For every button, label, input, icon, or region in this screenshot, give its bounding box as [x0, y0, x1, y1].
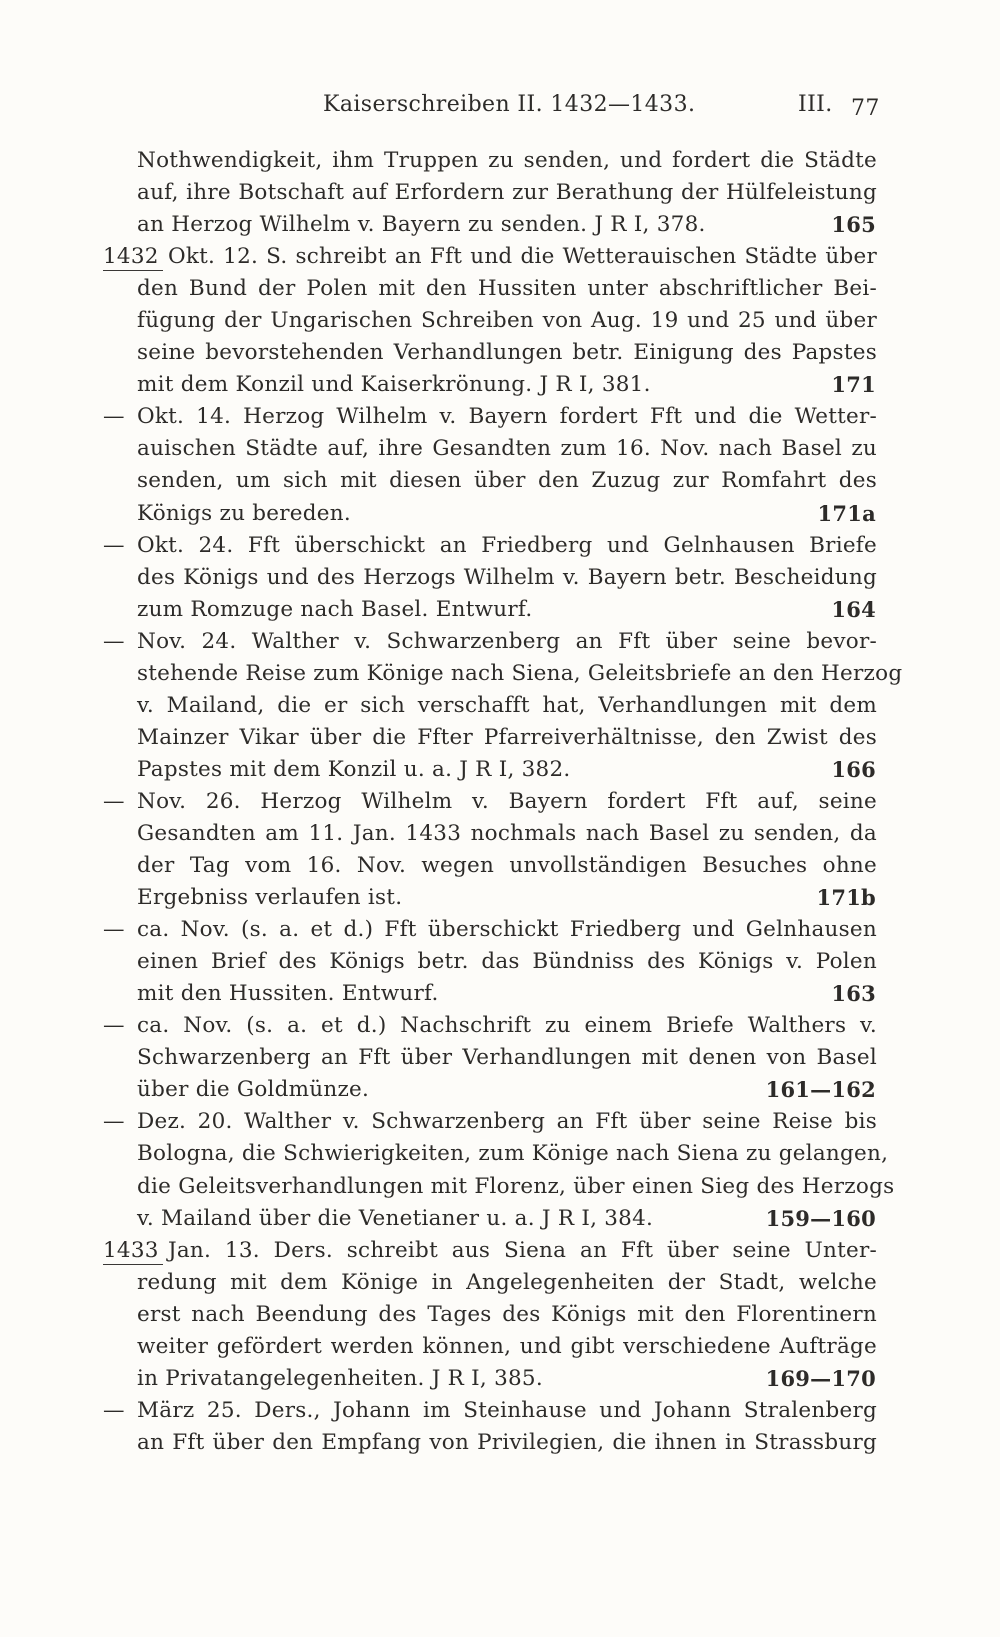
- entry-text: an Herzog Wilhelm v. Bayern zu senden. J R I, 378.: [137, 212, 706, 238]
- entry-text: Jan. 13. Ders. schreibt aus Siena an Fft über seine Unter-: [168, 1237, 877, 1263]
- entry-text: auf, ihre Botschaft auf Erfordern zur Berathung der Hülfeleistung: [137, 180, 877, 206]
- ditto-dash: —: [103, 1013, 125, 1039]
- year-underline: [103, 1264, 163, 1265]
- entry-text: Okt. 12. S. schreibt an Fft und die Wetterauischen Städte über: [168, 244, 877, 270]
- text-line: [0, 1010, 1000, 1042]
- ditto-dash: —: [103, 1109, 125, 1135]
- entry-text: des Königs und des Herzogs Wilhelm v. Bayern betr. Bescheidung: [137, 564, 877, 590]
- text-line: [0, 1331, 1000, 1363]
- entry-year: 1433: [103, 1235, 159, 1267]
- ditto-dash: —: [103, 917, 125, 943]
- document-number: 166: [831, 756, 876, 782]
- ditto-dash: —: [103, 404, 125, 430]
- document-number: 163: [831, 981, 876, 1007]
- text-line: [0, 1395, 1000, 1427]
- document-number: 171a: [817, 500, 876, 526]
- text-line: [0, 1138, 1000, 1170]
- text-line: [0, 1299, 1000, 1331]
- entry-text: Okt. 14. Herzog Wilhelm v. Bayern fordert Fft und die Wetter-: [137, 404, 877, 430]
- text-line: [0, 850, 1000, 882]
- entry-text: ca. Nov. (s. a. et d.) Nachschrift zu einem Briefe Walthers v.: [137, 1013, 877, 1039]
- text-line: [0, 241, 1000, 273]
- document-number: 171b: [816, 885, 876, 911]
- entry-text: mit dem Konzil und Kaiserkrönung. J R I, 381.: [137, 372, 651, 398]
- entry-text: Nov. 24. Walther v. Schwarzenberg an Fft über seine bevor-: [137, 628, 877, 654]
- text-line: [0, 369, 1000, 401]
- text-line: [0, 530, 1000, 562]
- text-line: [0, 401, 1000, 433]
- entry-text: Schwarzenberg an Fft über Verhandlungen mit denen von Basel: [137, 1045, 877, 1071]
- text-line: [0, 594, 1000, 626]
- text-line: [0, 1203, 1000, 1235]
- entry-text: an Fft über den Empfang von Privilegien, die ihnen in Strassburg: [137, 1429, 877, 1455]
- text-line: [0, 209, 1000, 241]
- entry-text: zum Romzuge nach Basel. Entwurf.: [137, 596, 533, 622]
- entry-text: senden, um sich mit diesen über den Zuzug zur Romfahrt des: [137, 468, 877, 494]
- text-line: [0, 978, 1000, 1010]
- text-line: [0, 145, 1000, 177]
- text-line: [0, 1427, 1000, 1459]
- document-number: 169—170: [765, 1365, 876, 1391]
- page-number: 77: [851, 96, 880, 121]
- entry-text: der Tag vom 16. Nov. wegen unvollständigen Besuches ohne: [137, 853, 877, 879]
- text-line: [0, 1074, 1000, 1106]
- entry-text: mit den Hussiten. Entwurf.: [137, 981, 439, 1007]
- text-line: [0, 498, 1000, 530]
- register-entries: [0, 145, 1000, 1459]
- text-line: [0, 433, 1000, 465]
- text-line: [0, 626, 1000, 658]
- text-line: [0, 337, 1000, 369]
- text-line: [0, 273, 1000, 305]
- entry-text: redung mit dem Könige in Angelegenheiten der Stadt, welche: [137, 1269, 877, 1295]
- entry-text: fügung der Ungarischen Schreiben von Aug. 19 und 25 und über: [137, 308, 877, 334]
- entry-text: Nothwendigkeit, ihm Truppen zu senden, und fordert die Städte: [137, 148, 877, 173]
- ditto-dash: —: [103, 788, 125, 814]
- document-number: 161—162: [765, 1077, 876, 1103]
- ditto-dash: —: [103, 1397, 125, 1423]
- document-number: 165: [831, 212, 876, 238]
- text-line: [0, 754, 1000, 786]
- ditto-dash: —: [103, 628, 125, 654]
- text-line: [0, 818, 1000, 850]
- text-line: [0, 1363, 1000, 1395]
- entry-text: Papstes mit dem Konzil u. a. J R I, 382.: [137, 756, 571, 782]
- entry-text: in Privatangelegenheiten. J R I, 385.: [137, 1365, 543, 1391]
- entry-text: den Bund der Polen mit den Hussiten unter abschriftlicher Bei-: [137, 276, 877, 302]
- entry-text: März 25. Ders., Johann im Steinhause und Johann Stralenberg: [137, 1397, 877, 1423]
- text-line: [0, 722, 1000, 754]
- text-line: [0, 1267, 1000, 1299]
- document-number: 171: [831, 372, 876, 398]
- entry-text: Nov. 26. Herzog Wilhelm v. Bayern fordert Fft auf, seine: [137, 788, 877, 814]
- entry-text: Gesandten am 11. Jan. 1433 nochmals nach Basel zu senden, da: [137, 820, 877, 846]
- ditto-dash: —: [103, 532, 125, 558]
- entry-text: über die Goldmünze.: [137, 1077, 370, 1103]
- text-line: [0, 465, 1000, 497]
- text-line: [0, 305, 1000, 337]
- entry-text: erst nach Beendung des Tages des Königs mit den Florentinern: [137, 1301, 877, 1327]
- text-line: [0, 786, 1000, 818]
- document-number: 159—160: [765, 1205, 876, 1231]
- running-header: [0, 92, 1000, 132]
- entry-text: seine bevorstehenden Verhandlungen betr. Einigung des Papstes: [137, 340, 877, 366]
- entry-text: Mainzer Vikar über die Ffter Pfarreiverhältnisse, den Zwist des: [137, 724, 877, 750]
- entry-text: stehende Reise zum Könige nach Siena, Geleitsbriefe an den Herzog: [137, 660, 903, 686]
- entry-text: Ergebniss verlaufen ist.: [137, 885, 403, 911]
- year-underline: [103, 270, 163, 271]
- entry-text: die Geleitsverhandlungen mit Florenz, über einen Sieg des Herzogs: [137, 1173, 895, 1199]
- text-line: [0, 914, 1000, 946]
- entry-text: weiter gefördert werden können, und gibt verschiedene Aufträge: [137, 1333, 877, 1359]
- text-line: [0, 1042, 1000, 1074]
- text-line: [0, 1171, 1000, 1203]
- text-line: [0, 882, 1000, 914]
- text-line: [0, 562, 1000, 594]
- text-line: [0, 690, 1000, 722]
- text-line: [0, 946, 1000, 978]
- text-line: [0, 1235, 1000, 1267]
- entry-text: v. Mailand über die Venetianer u. a. J R I, 384.: [137, 1205, 654, 1231]
- entry-text: auischen Städte auf, ihre Gesandten zum 16. Nov. nach Basel zu: [137, 436, 877, 462]
- entry-text: ca. Nov. (s. a. et d.) Fft überschickt Friedberg und Gelnhausen: [137, 917, 877, 943]
- entry-text: Königs zu bereden.: [137, 500, 351, 526]
- entry-year: 1432: [103, 241, 159, 273]
- text-line: [0, 177, 1000, 209]
- text-line: [0, 658, 1000, 690]
- entry-text: v. Mailand, die er sich verschafft hat, Verhandlungen mit dem: [137, 692, 877, 718]
- running-title: Kaiserschreiben II. 1432—1433.: [323, 92, 696, 117]
- text-line: [0, 1106, 1000, 1138]
- entry-text: einen Brief des Königs betr. das Bündniss des Königs v. Polen: [137, 949, 877, 975]
- document-number: 164: [831, 596, 876, 622]
- section-number: III.: [798, 92, 833, 117]
- entry-text: Okt. 24. Fft überschickt an Friedberg und Gelnhausen Briefe: [137, 532, 877, 558]
- entry-text: Dez. 20. Walther v. Schwarzenberg an Fft über seine Reise bis: [137, 1109, 877, 1135]
- entry-text: Bologna, die Schwierigkeiten, zum Könige nach Siena zu gelangen,: [137, 1141, 889, 1167]
